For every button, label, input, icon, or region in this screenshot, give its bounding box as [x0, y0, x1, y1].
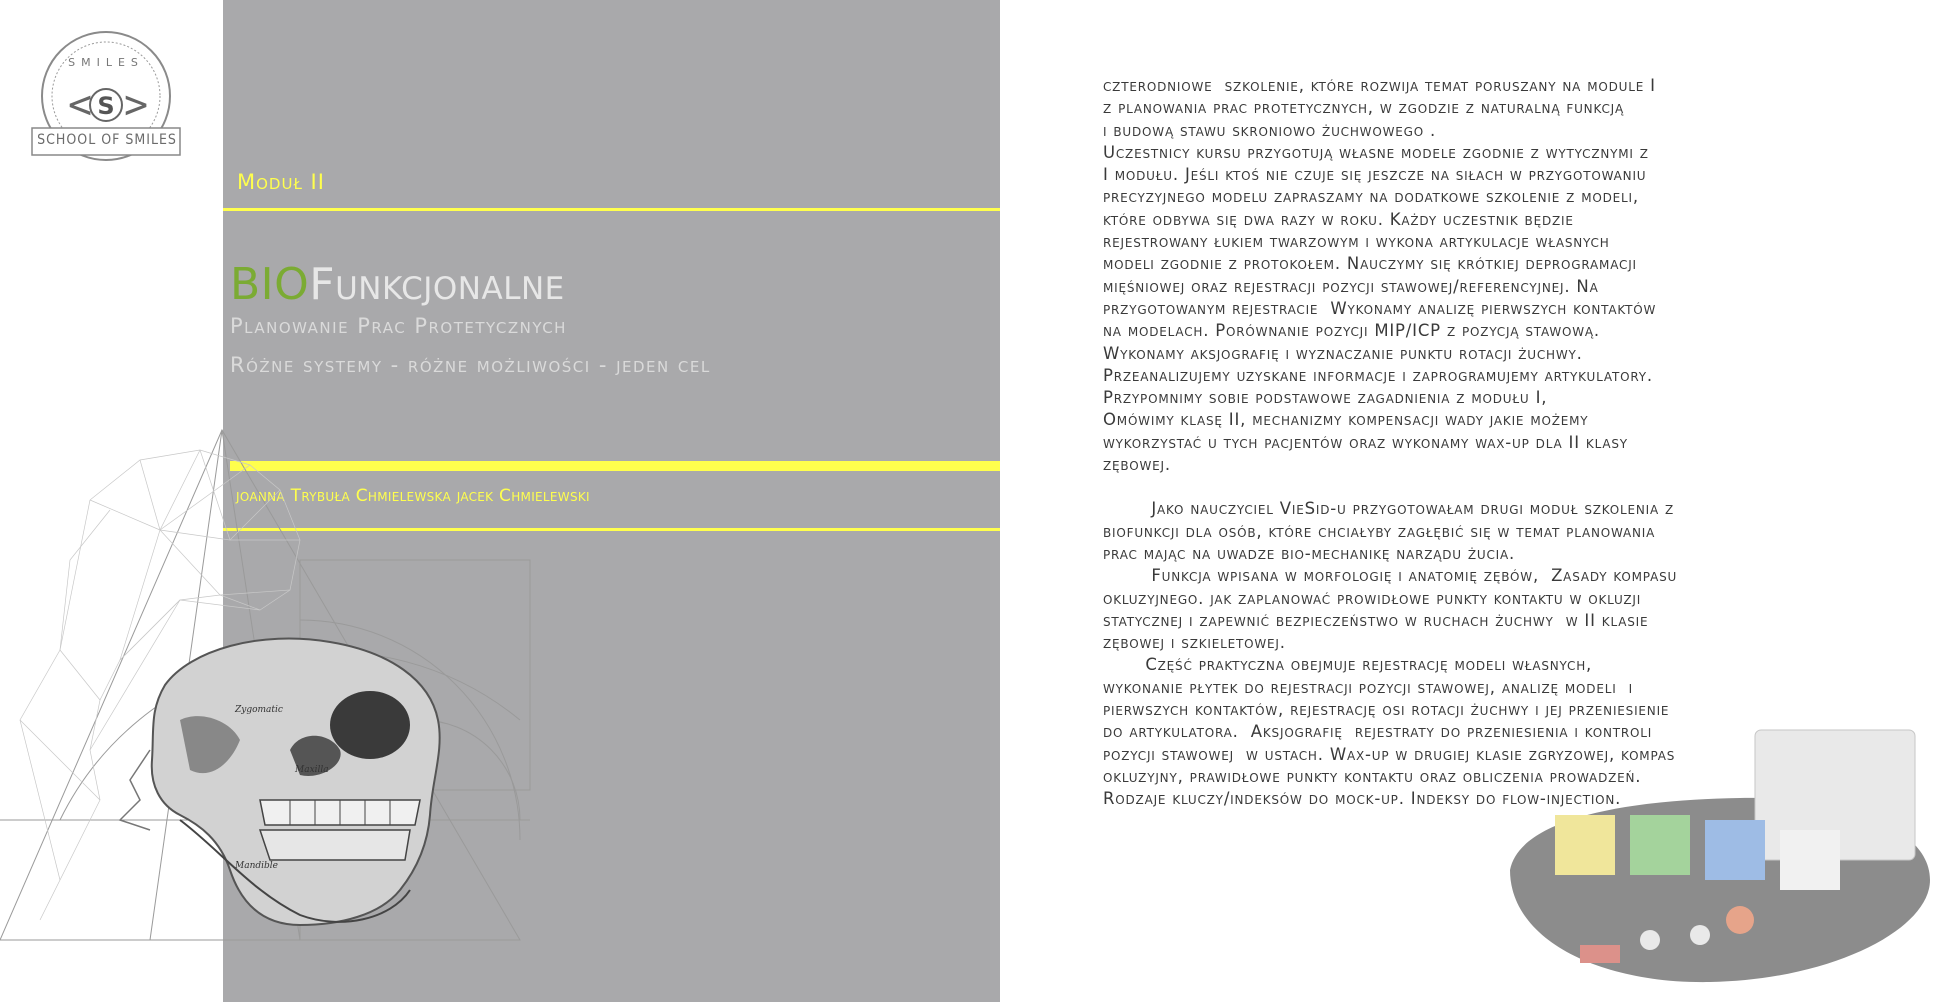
description-line: Omówimy klasę II, mechanizmy kompensacji wady jakie możemy	[1103, 410, 1589, 430]
skull-label-zygomatic: Zygomatic	[235, 705, 283, 715]
course-description	[1103, 75, 1918, 811]
description-line: precyzyjnego modelu zapraszamy na dodatkowe szkolenie z modeli,	[1103, 187, 1639, 207]
description-line: Funkcja wpisana w morfologię i anatomię zębów, Zasady kompasu	[1103, 566, 1678, 586]
description-line: czterodniowe szkolenie, które rozwija temat poruszany na module I	[1103, 76, 1656, 95]
description-line: rejestrowany łukiem twarzowym i wykona artykulacje własnych	[1103, 232, 1610, 252]
svg-text:>: >	[124, 82, 149, 128]
description-line: zębowej i szkieletowej.	[1103, 633, 1286, 653]
description-line: Część praktyczna obejmuje rejestrację modeli własnych,	[1103, 655, 1593, 675]
description-line: i budową stawu skroniowo żuchwowego .	[1103, 120, 1437, 140]
skull-label-mandible: Mandible	[235, 861, 278, 871]
authors: joanna Trybuła Chmielewska jacek Chmielewski	[236, 486, 590, 506]
yellow-divider-top	[223, 208, 1000, 211]
description-line: statycznej i zapewnić bezpieczeństwo w ruchach żuchwy w II klasie	[1103, 610, 1649, 630]
description-line: wykonanie płytek do rejestracji pozycji stawowej, analizę modeli i	[1103, 677, 1633, 697]
subtitle-systems: Różne systemy - różne możliwości - jeden cel	[230, 353, 711, 377]
svg-text:<: <	[68, 82, 93, 128]
description-line: Przypomnimy sobie podstawowe zagadnienia z modułu I,	[1103, 388, 1548, 408]
title-rest: Funkcjonalne	[309, 259, 565, 310]
occlusal-device-image	[1500, 720, 1940, 990]
description-line: okluzyjnego. jak zaplanować prowidłowe punkty kontaktu w okluzji	[1103, 588, 1642, 608]
description-line: okluzyjny, prawidłowe punkty kontaktu oraz obliczenia prowadzeń.	[1103, 766, 1642, 786]
description-line: zębowej.	[1103, 455, 1171, 475]
subtitle-planning: Planowanie Prac Protetycznych	[230, 314, 567, 338]
page-title	[230, 259, 565, 310]
logo-label: SCHOOL OF SMILES	[37, 132, 177, 148]
description-line: z planowania prac protetycznych, w zgodzie z naturalną funkcją	[1103, 98, 1624, 118]
title-accent: BIO	[230, 259, 310, 310]
description-line: do artykulatora. Aksjografię rejestraty do przeniesienia i kontroli	[1103, 722, 1653, 742]
description-line: przygotowanym rejestracie Wykonamy analizę pierwszych kontaktów	[1103, 298, 1657, 318]
description-line: Uczestnicy kursu przygotują własne modele zgodnie z wytycznymi z	[1103, 142, 1649, 162]
description-line: I modułu. Jeśli ktoś nie czuje się jeszcze na siłach w przygotowaniu	[1103, 165, 1647, 185]
skull-geometry-illustration	[0, 420, 620, 990]
description-line: wykorzystać u tych pacjentów oraz wykonamy wax-up dla II klasy	[1103, 432, 1628, 452]
skull-label-maxilla: Maxilla	[295, 765, 329, 775]
description-line: modeli zgodnie z protokołem. Nauczymy się krótkiej deprogramacji	[1103, 254, 1637, 274]
logo-letter: S	[97, 92, 115, 120]
description-line: Przeanalizujemy uzyskane informacje i zaprogramujemy artykulatory.	[1103, 365, 1653, 385]
description-line: mięśniowej oraz rejestracji pozycji stawowej/referencyjnej. Na	[1103, 276, 1599, 296]
description-line: Jako nauczyciel VieSid-u przygotowałam drugi moduł szkolenia z	[1103, 499, 1675, 519]
description-line: biofunkcji dla osób, które chciałyby zagłębić się w temat planowania	[1103, 521, 1656, 541]
description-line: pierwszych kontaktów, rejestrację osi rotacji żuchwy i jej przeniesienie	[1103, 700, 1670, 720]
logo-arc-text: SMILES	[68, 56, 144, 69]
description-line: które odbywa się dwa razy w roku. Każdy uczestnik będzie	[1103, 209, 1574, 229]
description-line: pozycji stawowej w ustach. Wax-up w drugiej klasie zgryzowej, kompas	[1103, 744, 1676, 764]
description-line: na modelach. Porównanie pozycji MIP/ICP z pozycją stawową.	[1103, 321, 1600, 341]
description-line: Wykonamy aksjografię i wyznaczanie punktu rotacji żuchwy.	[1103, 343, 1583, 363]
description-line: prac mając na uwadze bio-mechanikę narządu żucia.	[1103, 543, 1516, 563]
module-label: Moduł II	[237, 170, 325, 194]
description-line: Rodzaje kluczy/indeksów do mock-up. Indeksy do flow-injection.	[1103, 789, 1622, 809]
